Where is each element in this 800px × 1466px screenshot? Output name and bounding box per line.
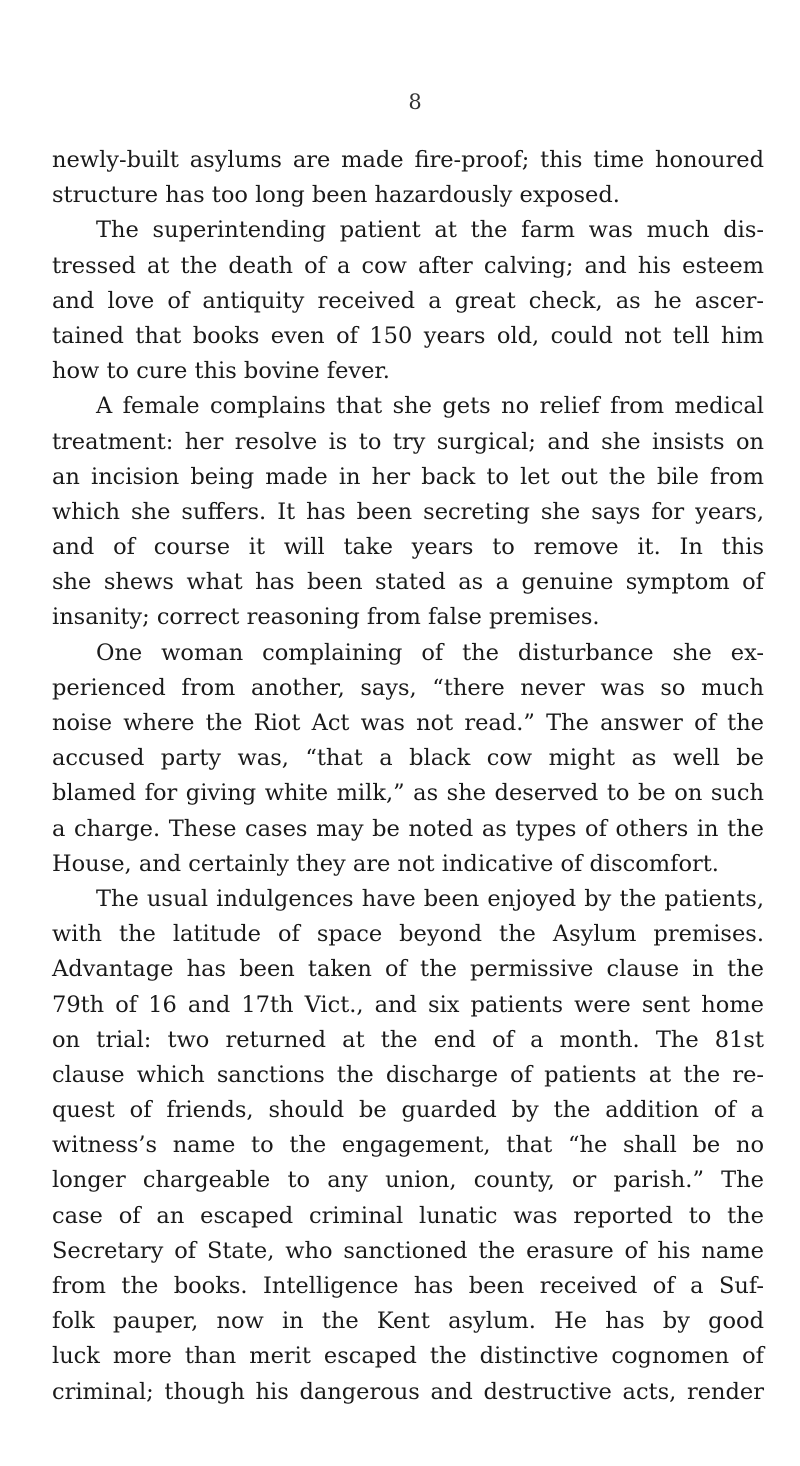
- body-text: [52, 143, 764, 1410]
- text-line: an incision being made in her back to let out the bile from: [52, 463, 764, 490]
- text-line: House, and certainly they are not indicative of discomfort.: [52, 850, 719, 877]
- text-line: she shews what has been stated as a genuine symptom of: [52, 569, 764, 596]
- text-line: criminal; though his dangerous and destructive acts, render: [52, 1378, 764, 1405]
- text-line: case of an escaped criminal lunatic was reported to the: [52, 1202, 764, 1229]
- text-line: and love of antiquity received a great check, as he ascer-: [52, 287, 764, 314]
- text-line: accused party was, “that a black cow might as well be: [52, 745, 764, 772]
- text-line: and of course it will take years to remove it. In this: [52, 534, 764, 561]
- text-line: newly-built asylums are made fire-proof; this time honoured: [52, 147, 764, 173]
- text-line: noise where the Riot Act was not read.” The answer of the: [52, 710, 764, 736]
- text-line: from the books. Intelligence has been received of a Suf-: [52, 1273, 764, 1299]
- text-line: a charge. These cases may be noted as types of others in the: [52, 815, 764, 842]
- text-line: One woman complaining of the disturbance she ex-: [96, 639, 764, 666]
- text-line: clause which sanctions the discharge of patients at the re-: [52, 1061, 764, 1088]
- text-line: A female complains that she gets no relief from medical: [96, 393, 764, 420]
- text-line: The superintending patient at the farm was much dis-: [96, 217, 764, 244]
- text-line: 79th of 16 and 17th Vict., and six patients were sent home: [52, 991, 764, 1018]
- text-line: longer chargeable to any union, county, or parish.” The: [52, 1167, 764, 1194]
- text-line: tressed at the death of a cow after calving; and his esteem: [52, 252, 764, 279]
- text-line: with the latitude of space beyond the Asylum premises.: [52, 921, 764, 948]
- page-number: 8: [408, 90, 422, 114]
- text-line: folk pauper, now in the Kent asylum. He has by good: [52, 1308, 764, 1335]
- text-line: blamed for giving white milk,” as she deserved to be on such: [52, 780, 764, 807]
- text-line: how to cure this bovine fever.: [52, 358, 390, 385]
- text-line: treatment: her resolve is to try surgical; and she insists on: [52, 428, 764, 455]
- text-line: witness’s name to the engagement, that “he shall be no: [52, 1132, 764, 1159]
- text-line: structure has too long been hazardously exposed.: [52, 182, 620, 209]
- text-line: which she suffers. It has been secreting she says for years,: [52, 498, 764, 525]
- text-line: on trial: two returned at the end of a month. The 81st: [52, 1026, 764, 1053]
- text-line: Advantage has been taken of the permissive clause in the: [52, 956, 764, 983]
- text-line: quest of friends, should be guarded by the addition of a: [52, 1097, 764, 1124]
- text-line: luck more than merit escaped the distinctive cognomen of: [52, 1343, 764, 1370]
- text-line: The usual indulgences have been enjoyed by the patients,: [96, 885, 764, 912]
- text-line: perienced from another, says, “there never was so much: [52, 674, 764, 701]
- text-line: insanity; correct reasoning from false premises.: [52, 604, 600, 631]
- text-line: tained that books even of 150 years old, could not tell him: [52, 322, 764, 349]
- text-line: Secretary of State, who sanctioned the erasure of his name: [52, 1237, 764, 1264]
